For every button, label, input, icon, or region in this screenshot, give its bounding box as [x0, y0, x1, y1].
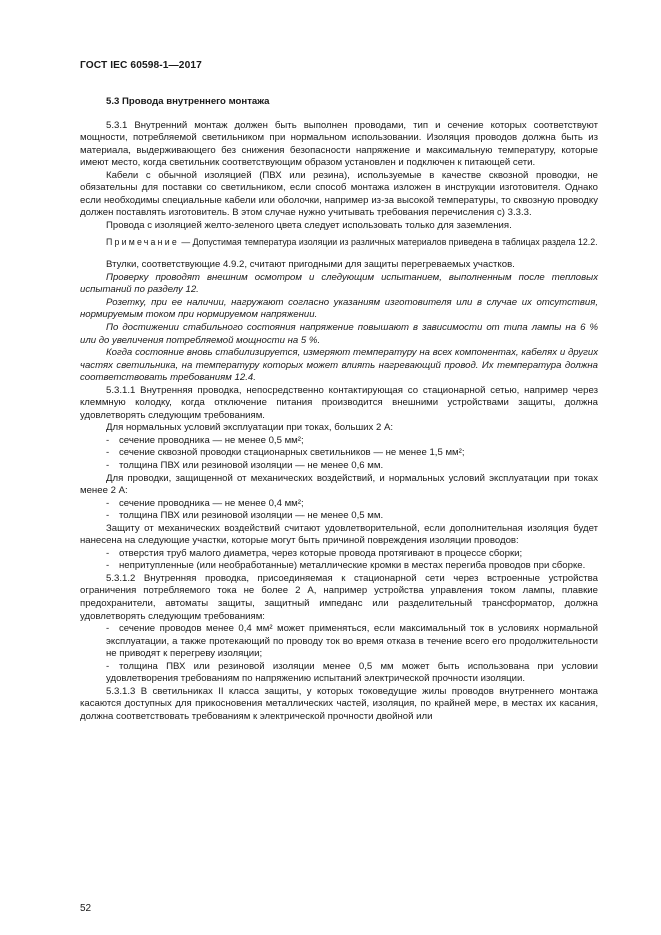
paragraph: Для проводки, защищенной от механических воздействий, и нормальных условий эксплуатации при токах менее 2 А: — [80, 472, 598, 497]
list-marker: - — [106, 497, 110, 509]
list-item: - толщина ПВХ или резиновой изоляции — не менее 0,6 мм. — [106, 460, 384, 472]
list-marker: - — [106, 623, 110, 635]
list-item: - сечение проводника — не менее 0,5 мм²; — [106, 434, 304, 446]
section-title: 5.3 Провода внутреннего монтажа — [106, 96, 270, 107]
document-header: ГОСТ IEC 60598-1—2017 — [80, 60, 202, 71]
list-marker: - — [106, 560, 110, 572]
paragraph-italic: Проверку проводят внешним осмотром и следующим испытанием, выполненным после тепловых испытаний по разделу 12. — [80, 271, 598, 296]
paragraph: 5.3.1.2 Внутренняя проводка, присоединяемая к стационарной сети через встроенные устройства ограничения потребляемого тока не более 2 А, например устройства управления током лампы, плавкие предохранители, автоматы защиты, защитный импеданс или разделительный трансформатор, должна удовлетворять следующим требованиям: — [80, 572, 598, 622]
list-item: - сечение проводов менее 0,4 мм² может применяться, если максимальный ток в условиях нормальной эксплуатации, а также протекающий по проводу ток во время отказа в течение всего его продолжительности не приводят к перегреву изоляции; — [106, 623, 598, 660]
document-body — [80, 96, 598, 724]
note-text: — Допустимая температура изоляции из различных материалов приведена в таблицах раздела 12.2. — [178, 237, 598, 248]
paragraph: Защиту от механических воздействий считают удовлетворительной, если дополнительная изоляция будет нанесена на следующие участки, которые могут быть причиной повреждения изоляции проводов: — [80, 522, 598, 547]
paragraph: 5.3.1.3 В светильниках II класса защиты, у которых токоведущие жилы проводов внутреннего монтажа касаются доступных для прикосновения металлических частей, изоляция, по крайней мере, в местах их касания, должна соответствовать требованиям к электрической прочности двойной или — [80, 685, 598, 722]
paragraph: 5.3.1 Внутренний монтаж должен быть выполнен проводами, тип и сечение которых соответствуют мощности, потребляемой светильником при нормальном использовании. Изоляция проводов должна быть из материала, выдерживающего без снижения безопасности напряжение и максимальную температуру, которые имеют место, когда светильник соответствующим образом установлен и подключен к питающей сети. — [80, 119, 598, 169]
list-item: - толщина ПВХ или резиновой изоляции менее 0,5 мм может быть использована при условии удовлетворения требованиям по напряжению испытаний электрической прочности изоляции. — [106, 660, 598, 685]
list-marker: - — [106, 660, 110, 672]
note — [80, 237, 598, 249]
list-item: - толщина ПВХ или резиновой изоляции — не менее 0,5 мм. — [106, 510, 384, 522]
paragraph-italic: Когда состояние вновь стабилизируется, измеряют температуру на всех компонентах, кабелях и других частях светильника, на температуру которых может влиять нагревающий провод. Их температура должна соответствовать требованиям 12.4. — [80, 347, 598, 384]
list-item: - отверстия труб малого диаметра, через которые провода протягивают в процессе сборки; — [106, 547, 523, 559]
list-marker: - — [106, 510, 110, 522]
paragraph: Кабели с обычной изоляцией (ПВХ или резина), используемые в качестве сквозной проводки, не обязательны для поставки со светильником, если способ монтажа изложен в инструкции изготовителя. Однако если необходимы специальные кабели или оболочки, например из-за высокой температуры, то сквозную проводку должен поставлять изготовитель. В этом случае нужно учитывать требования перечисления с) 3.3.3. — [80, 169, 598, 219]
paragraph: Для нормальных условий эксплуатации при токах, больших 2 А: — [106, 422, 394, 434]
list-marker: - — [106, 547, 110, 559]
page-number: 52 — [80, 903, 92, 914]
list-marker: - — [106, 447, 110, 459]
note-label: Примечание — [106, 237, 179, 248]
list-marker: - — [106, 434, 110, 446]
list-item: - непритупленные (или необработанные) металлические кромки в местах перегиба проводов при сборке. — [106, 560, 586, 572]
paragraph: 5.3.1.1 Внутренняя проводка, непосредственно контактирующая со стационарной сетью, например через клеммную колодку, когда отключение питания производится внешними устройствами защиты, должна удовлетворять следующим требованиям. — [80, 384, 598, 421]
paragraph: Провода с изоляцией желто-зеленого цвета следует использовать только для заземления. — [106, 219, 512, 231]
paragraph-italic: По достижении стабильного состояния напряжение повышают в зависимости от типа лампы на 6 % или до увеличения потребляемой мощности на 5 %. — [80, 322, 598, 346]
paragraph: Втулки, соответствующие 4.9.2, считают пригодными для защиты перегреваемых участков. — [106, 259, 515, 271]
list-item: - сечение сквозной проводки стационарных светильников — не менее 1,5 мм²; — [106, 447, 465, 459]
list-marker: - — [106, 460, 110, 472]
list-item: - сечение проводника — не менее 0,4 мм²; — [106, 497, 304, 509]
paragraph-italic: Розетку, при ее наличии, нагружают согласно указаниям изготовителя или в случае их отсутствия, нормируемым током при нормируемом напряжении. — [80, 296, 598, 321]
